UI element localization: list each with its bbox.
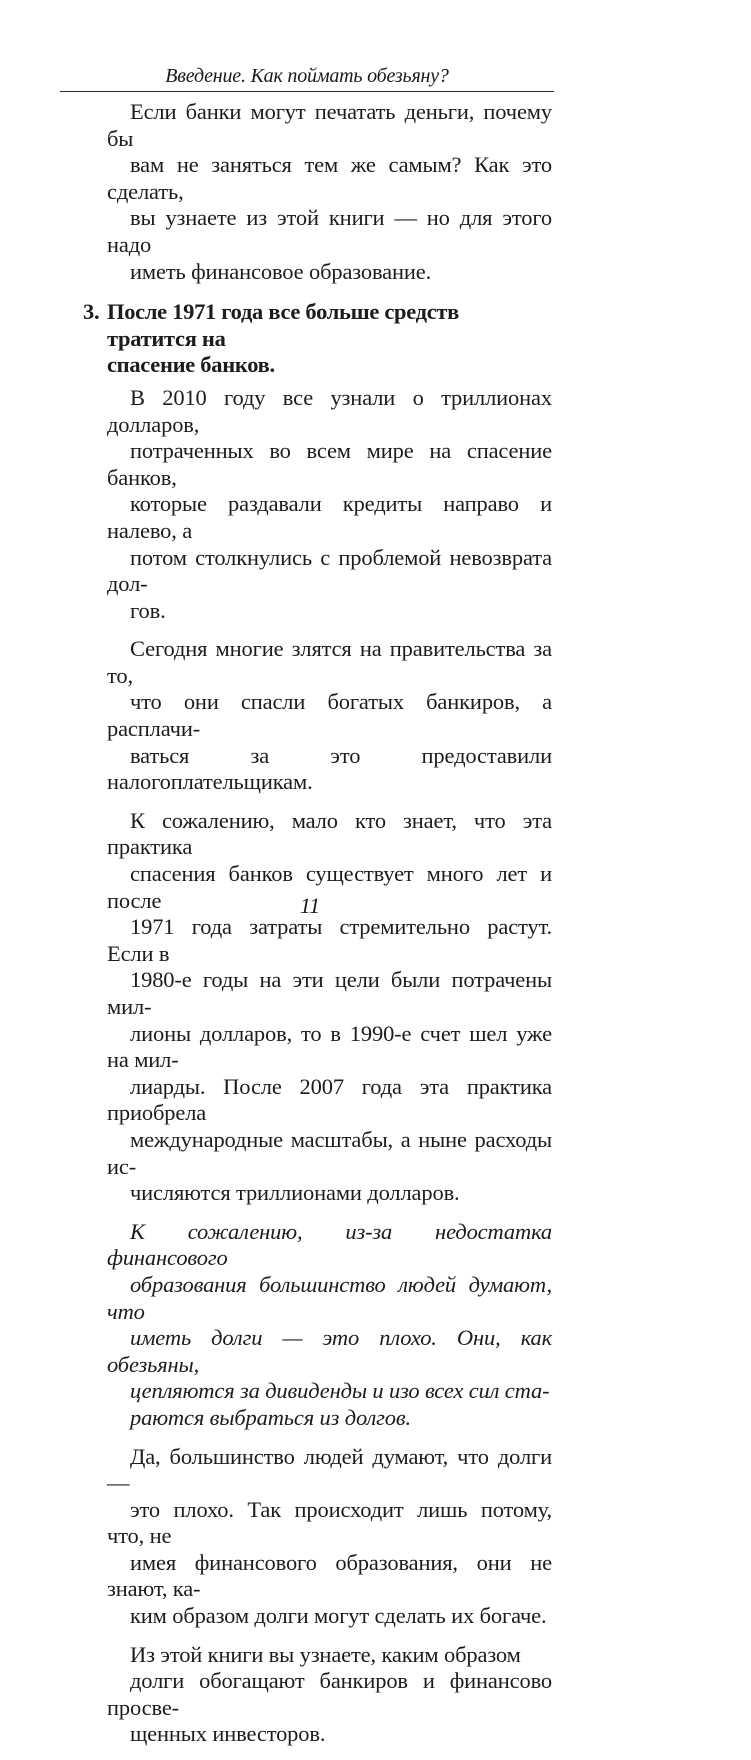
heading-line: После 1971 года все больше средств тратится на (107, 299, 460, 351)
running-head-title: Введение. Как поймать обезьяну? (165, 65, 449, 87)
text-line: раются выбраться из долгов. (130, 1404, 411, 1430)
text-line: 1980-е годы на эти цели были потрачены мил- (107, 967, 552, 1019)
text-line: Сегодня многие злятся на правительства за то, (107, 636, 552, 688)
text-line: международные масштабы, а ныне расходы ис- (107, 1126, 552, 1179)
text-line: иметь долги — это плохо. Они, как обезьяны, (107, 1325, 552, 1377)
text-line: лиарды. После 2007 года эта практика приобрела (107, 1073, 552, 1126)
text-line: вы узнаете из этой книги — но для этого надо (107, 205, 552, 257)
text-line: Да, большинство людей думают, что долги — (107, 1443, 552, 1496)
text-line: потом столкнулись с проблемой невозврата дол- (107, 544, 552, 597)
paragraph (107, 808, 552, 1207)
text-line: долги обогащают банкиров и финансово просве- (107, 1668, 552, 1720)
text-line: гов. (130, 597, 166, 623)
text-line: потраченных во всем мире на спасение банков, (107, 438, 552, 490)
heading-line: спасение банков. (107, 352, 275, 378)
text-line: иметь финансовое образование. (130, 258, 432, 284)
body-text (83, 99, 552, 1760)
paragraph (107, 1642, 552, 1748)
text-line: образования большинство людей думают, что (107, 1271, 552, 1324)
text-line: ваться за это предоставили налогоплательщикам. (107, 742, 552, 795)
header-rule (60, 91, 554, 92)
text-line: Из этой книги вы узнаете, каким образом (130, 1641, 521, 1667)
emphasis-paragraph (107, 1219, 552, 1432)
text-line: В 2010 году все узнали о триллионах долларов, (107, 384, 552, 437)
text-line: имея финансового образования, они не знают, ка- (107, 1549, 552, 1602)
text-line: спасения банков существует много лет и после (107, 861, 552, 913)
paragraph (107, 636, 552, 796)
text-line: что они спасли богатых банкиров, а расплачи- (107, 689, 552, 742)
section-number: 3. (83, 299, 100, 325)
text-line: числяются триллионами долларов. (130, 1180, 460, 1206)
text-line: вам не заняться тем же самым? Как это сделать, (107, 152, 552, 204)
running-head (60, 63, 554, 89)
text-line: которые раздавали кредиты направо и налево, а (107, 491, 552, 543)
text-line: это плохо. Так происходит лишь потому, что, не (107, 1496, 552, 1549)
paragraph (107, 385, 552, 624)
text-line: Если банки могут печатать деньги, почему бы (107, 99, 552, 151)
paragraph (107, 1444, 552, 1630)
intro-paragraph (107, 99, 552, 285)
text-line: щенных инвесторов. (130, 1721, 326, 1747)
section-heading (83, 299, 552, 379)
text-line: лионы долларов, то в 1990-е счет шел уже на мил- (107, 1020, 552, 1073)
page-number: 11 (299, 893, 321, 918)
text-line: 1971 года затраты стремительно растут. Если в (107, 914, 552, 966)
text-line: цепляются за дивиденды и изо всех сил ста- (130, 1378, 550, 1404)
text-line: К сожалению, из-за недостатка финансового (107, 1218, 552, 1271)
text-line: К сожалению, мало кто знает, что эта практика (107, 807, 552, 860)
text-line: ким образом долги могут сделать их богаче. (130, 1603, 547, 1629)
